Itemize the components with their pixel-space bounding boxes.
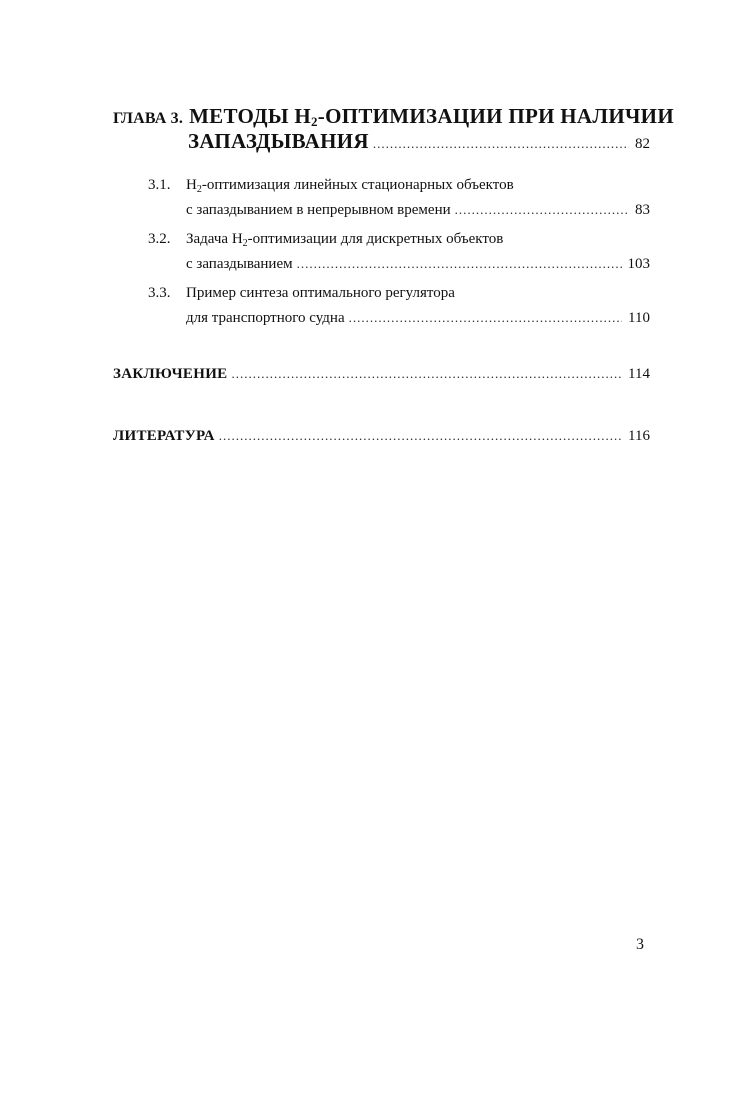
section-title-suffix: -оптимизации для дискретных объектов (247, 231, 504, 247)
dot-leader (297, 256, 622, 272)
dot-leader (373, 136, 629, 152)
literature-page: 116 (628, 428, 650, 444)
chapter-title-part2: -ОПТИМИЗАЦИИ ПРИ НАЛИЧИИ (317, 104, 674, 128)
section-title-suffix: -оптимизация линейных стационарных объектов (201, 177, 514, 193)
section-3-2-title (148, 231, 653, 248)
section-number: 3.2. (148, 231, 171, 247)
section-3-2-entry (186, 256, 650, 273)
conclusion-page: 114 (628, 366, 650, 382)
section-number: 3.1. (148, 177, 171, 193)
section-title-subscript: 2 (196, 184, 202, 195)
section-title-prefix: Задача H (186, 231, 243, 247)
section-3-3-entry (186, 310, 650, 327)
section-title-line2: с запаздыванием в непрерывном времени (186, 202, 451, 218)
conclusion-title: ЗАКЛЮЧЕНИЕ (113, 366, 228, 382)
chapter-3-page: 82 (635, 136, 650, 152)
section-3-3-title (148, 285, 653, 302)
chapter-3-heading (113, 104, 674, 129)
page-number: 3 (636, 936, 644, 953)
chapter-label: ГЛАВА 3. (113, 110, 184, 127)
dot-leader (231, 366, 622, 382)
chapter-title-subscript: 2 (310, 114, 318, 129)
section-3-1-entry (186, 202, 650, 219)
section-title-line2: с запаздыванием (186, 256, 293, 272)
section-title-line1: Пример синтеза оптимального регулятора (186, 285, 455, 301)
section-3-1-title (148, 177, 653, 194)
conclusion-entry (113, 366, 650, 383)
dot-leader (455, 202, 629, 218)
dot-leader (349, 310, 622, 326)
section-title-subscript: 2 (242, 238, 248, 249)
section-3-2-page: 103 (627, 256, 650, 272)
section-3-3-page: 110 (628, 310, 650, 326)
dot-leader (219, 428, 622, 444)
section-title-line2: для транспортного судна (186, 310, 345, 326)
literature-title: ЛИТЕРАТУРА (113, 428, 215, 444)
chapter-title (189, 104, 674, 129)
chapter-title-part1: МЕТОДЫ H (189, 104, 311, 128)
literature-entry (113, 428, 650, 445)
section-title-prefix: H (186, 177, 197, 193)
chapter-title-line2: ЗАПАЗДЫВАНИЯ (188, 129, 369, 153)
section-number: 3.3. (148, 285, 171, 301)
section-3-1-page: 83 (635, 202, 650, 218)
chapter-3-entry (188, 129, 650, 154)
section-title-line1 (186, 177, 514, 194)
section-title-line1 (186, 231, 503, 248)
